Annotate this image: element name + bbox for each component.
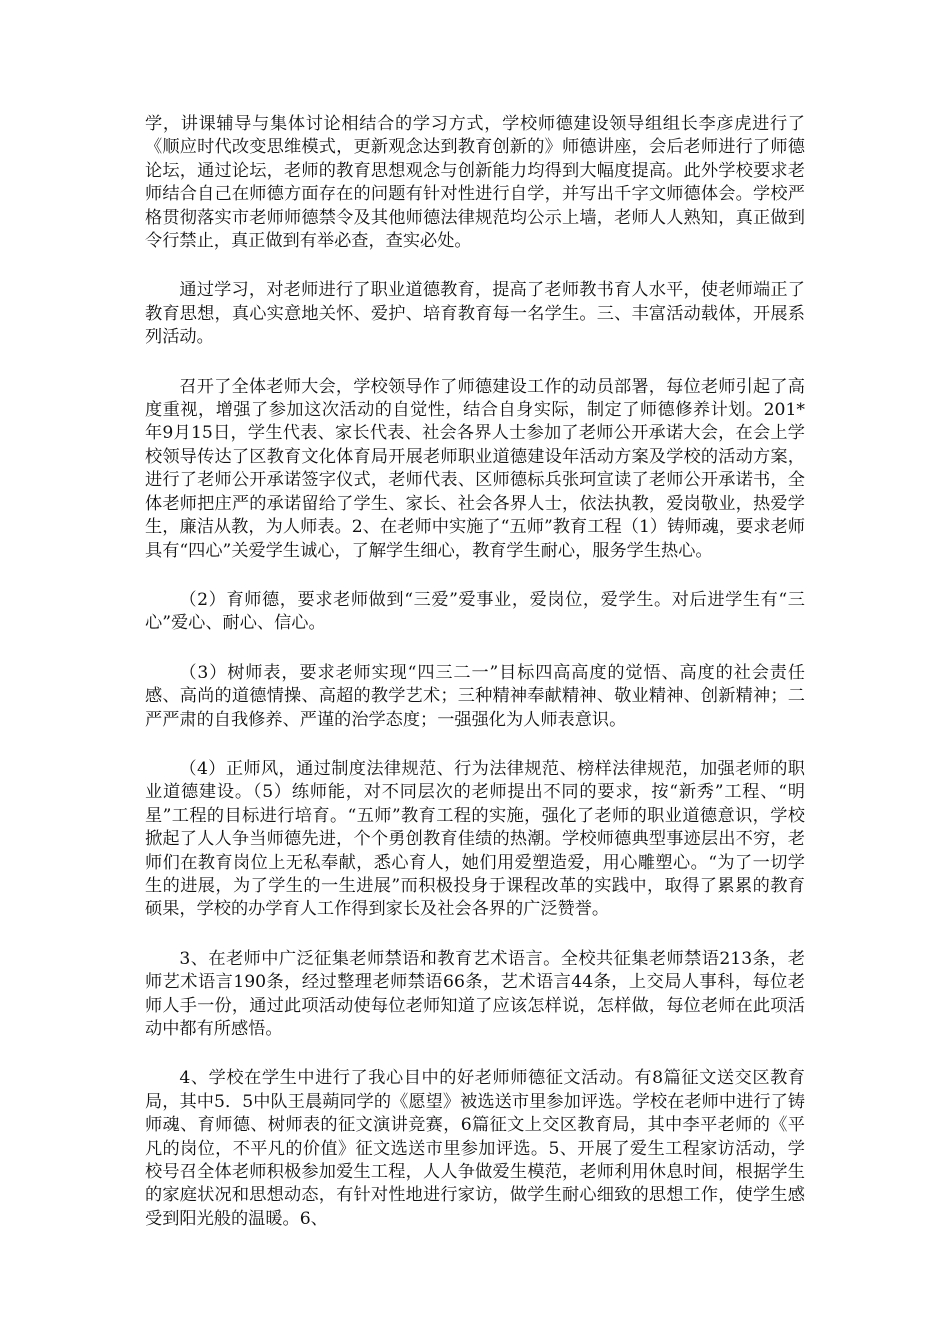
paragraph-7: 3、在老师中广泛征集老师禁语和教育艺术语言。全校共征集老师禁语213条，老师艺术语言190条，经过整理老师禁语66条，艺术语言44条，上交局人事科，每位老师人手一份，通过此项活动使每位老师知道了应该怎样说，怎样做，每位老师在此项活动中都有所感悟。 bbox=[145, 948, 805, 1039]
paragraph-5: （3）树师表，要求老师实现“四三二一”目标四高高度的觉悟、高度的社会责任感、高尚的道德情操、高超的教学艺术；三种精神奉献精神、敬业精神、创新精神；二严严肃的自我修养、严谨的治学态度；一强强化为人师表意识。 bbox=[145, 662, 805, 730]
paragraph-1: 学，讲课辅导与集体讨论相结合的学习方式，学校师德建设领导组组长李彦虎进行了《顺应时代改变思维模式，更新观念达到教育创新的》师德讲座，会后老师进行了师德论坛，通过论坛，老师的教育思想观念与创新能力均得到大幅度提高。此外学校要求老师结合自己在师德方面存在的问题有针对性进行自学，并写出千字文师德体会。学校严格贯彻落实市老师师德禁令及其他师德法律规范均公示上墙，老师人人熟知，真正做到令行禁止，真正做到有举必查，查实必处。 bbox=[145, 114, 805, 252]
paragraph-3: 召开了全体老师大会，学校领导作了师德建设工作的动员部署，每位老师引起了高度重视，增强了参加这次活动的自觉性，结合自身实际，制定了师德修养计划。201*年9月15日，学生代表、家长代表、社会各界人士参加了老师公开承诺大会，在会上学校领导传达了区教育文化体育局开展老师职业道德建设年活动方案及学校的活动方案，进行了老师公开承诺签字仪式，老师代表、区师德标兵张珂宣读了老师公开承诺书，全体老师把庄严的承诺留给了学生、家长、社会各界人士，依法执教，爱岗敬业，热爱学生，廉洁从教，为人师表。2、在老师中实施了“五师”教育工程（1）铸师魂，要求老师具有“四心”关爱学生诚心，了解学生细心，教育学生耐心，服务学生热心。 bbox=[145, 376, 805, 561]
paragraph-6: （4）正师风，通过制度法律规范、行为法律规范、榜样法律规范，加强老师的职业道德建设。（5）练师能，对不同层次的老师提出不同的要求，按“新秀”工程、“明星”工程的目标进行培育。“五师”教育工程的实施，强化了老师的职业道德意识，学校掀起了人人争当师德先进，个个勇创教育佳绩的热潮。学校师德典型事迹层出不穷，老师们在教育岗位上无私奉献，悉心育人，她们用爱塑造爱，用心雕塑心。“为了一切学生的进展，为了学生的一生进展”而积极投身于课程改革的实践中，取得了累累的教育硕果，学校的办学育人工作得到家长及社会各界的广泛赞誉。 bbox=[145, 758, 805, 920]
paragraph-2: 通过学习，对老师进行了职业道德教育，提高了老师教书育人水平，使老师端正了教育思想，真心实意地关怀、爱护、培育教育每一名学生。三、丰富活动载体，开展系列活动。 bbox=[145, 280, 805, 348]
document-body bbox=[145, 113, 805, 1257]
paragraph-4: （2）育师德，要求老师做到“三爱”爱事业，爱岗位，爱学生。对后进学生有“三心”爱心、耐心、信心。 bbox=[145, 589, 805, 634]
paragraph-8: 4、学校在学生中进行了我心目中的好老师师德征文活动。有8篇征文送交区教育局，其中5．5中队王晨蒴同学的《愿望》被选送市里参加评选。学校在老师中进行了铸师魂、育师德、树师表的征文演讲竞赛，6篇征文上交区教育局，其中李平老师的《平凡的岗位，不平凡的价值》征文选送市里参加评选。5、开展了爱生工程家访活动，学校号召全体老师积极参加爱生工程，人人争做爱生模范，老师利用休息时间，根据学生的家庭状况和思想动态，有针对性地进行家访，做学生耐心细致的思想工作，使学生感受到阳光般的温暖。6、 bbox=[145, 1068, 805, 1229]
